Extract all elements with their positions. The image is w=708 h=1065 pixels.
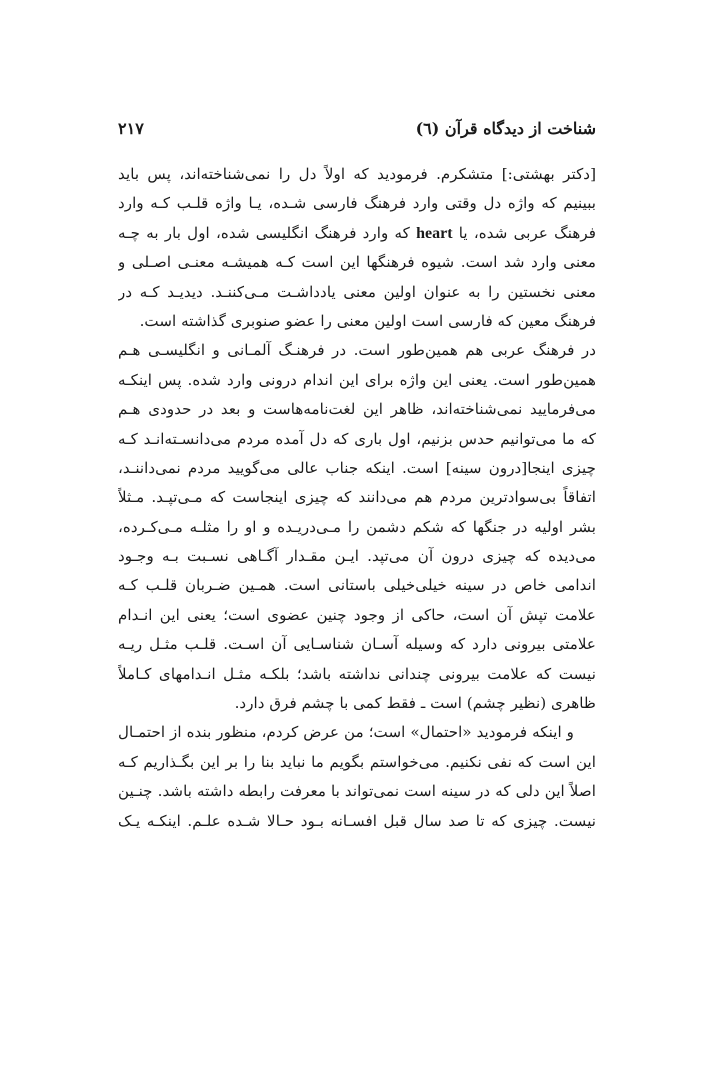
text-line: این است که نفی نکنیم. می‌خواستم بگویم ما نباید بنا را بر این بگـذاریم کـه xyxy=(118,752,596,771)
text-line: اتفاقاً بی‌سوادترین مردم هم می‌دانند که چیزی اینجاست که مـی‌تپـد. مـثلاً xyxy=(118,488,596,507)
text-line: اصلاً این دلی که در سینه است نمی‌تواند با معرفت رابطه داشته باشد. چنـین xyxy=(118,782,596,801)
text-line: علامت تپش آن است، حاکی از وجود چنین عضوی است؛ یعنی این انـدام xyxy=(118,605,596,624)
page-number: ۲۱۷ xyxy=(118,119,144,138)
english-term: heart xyxy=(416,224,453,242)
text-line: معنی نخستین را به عنوان اولین معنی یادداشـت مـی‌کننـد. دیدیـد کـه در xyxy=(118,282,596,301)
text-line: نیست که علامت بیرونی چندانی نداشته باشد؛ بلکـه مثـل انـدامهای کـاملاً xyxy=(118,664,596,683)
page-header xyxy=(118,117,596,145)
text-line: در فرهنگ عربی هم همین‌طور است. در فرهنـگ آلمـانی و انگلیسـی هـم xyxy=(118,341,596,360)
text-line xyxy=(118,219,596,248)
text-line: ببینیم که واژه دل وقتی وارد فرهنگ فارسی شـده، یـا واژه قلـب کـه وارد xyxy=(118,194,596,213)
text-line: نیست. چیزی که تا صد سال قبل افسـانه بـود حـالا شـده علـم. اینکـه یـک xyxy=(118,811,596,830)
text-line: معنی وارد شد است. شیوه فرهنگها این است کـه همیشـه معنـی اصـلی و xyxy=(118,253,596,272)
text-line: بشر اولیه در جنگها که شکم دشمن را مـی‌دریـده و او را مثلـه مـی‌کـرده، xyxy=(118,517,596,536)
text-line-part: که وارد فرهنگ انگلیسی شده، اول بار به چـه xyxy=(118,223,410,242)
text-line: اندامی خاص در سینه خیلی‌خیلی باستانی است. همـین ضـربان قلـب کـه xyxy=(118,576,596,595)
text-line: چیزی اینجا[درون سینه] است. اینکه جناب عالی می‌گویید مردم نمی‌داننـد، xyxy=(118,458,596,477)
text-line: می‌فرمایید نمی‌شناخته‌اند، ظاهر این لغت‌نامه‌هاست و بعد در حدودی هـم xyxy=(118,400,596,419)
text-line: و اینکه فرمودید «احتمال» است؛ من عرض کردم، منظور بنده از احتمـال xyxy=(118,723,574,742)
text-line: فرهنگ معین که فارسی است اولین معنی را عضو صنوبری گذاشته است. xyxy=(139,311,596,330)
text-line: [دکتر بهشتی:] متشکرم. فرمودید که اولاً دل را نمی‌شناخته‌اند، پس باید xyxy=(118,165,596,183)
text-line: علامتی بیرونی دارد که وسیله آسـان شناسـایی آن اسـت. قلـب مثـل ریـه xyxy=(118,635,596,654)
text-line: ظاهری (نظیر چشم) است ـ فقط کمی با چشم فرق دارد. xyxy=(234,694,596,713)
text-line: می‌دیده که چیزی درون آن می‌تپد. ایـن مقـدار آگـاهی نسـبت بـه وجـود xyxy=(118,547,596,566)
text-line: همین‌طور است. یعنی این واژه برای این اندام درونی وارد شده. پس اینکـه xyxy=(118,370,596,389)
running-title: شناخت از دیدگاه قرآن (٦) xyxy=(415,119,596,138)
text-line: که ما می‌توانیم حدس بزنیم، اول باری که دل آمده مردم می‌دانسـته‌انـد کـه xyxy=(118,429,596,448)
text-line-part: فرهنگ عربی شده، یا xyxy=(458,223,596,242)
body-text xyxy=(118,160,596,836)
